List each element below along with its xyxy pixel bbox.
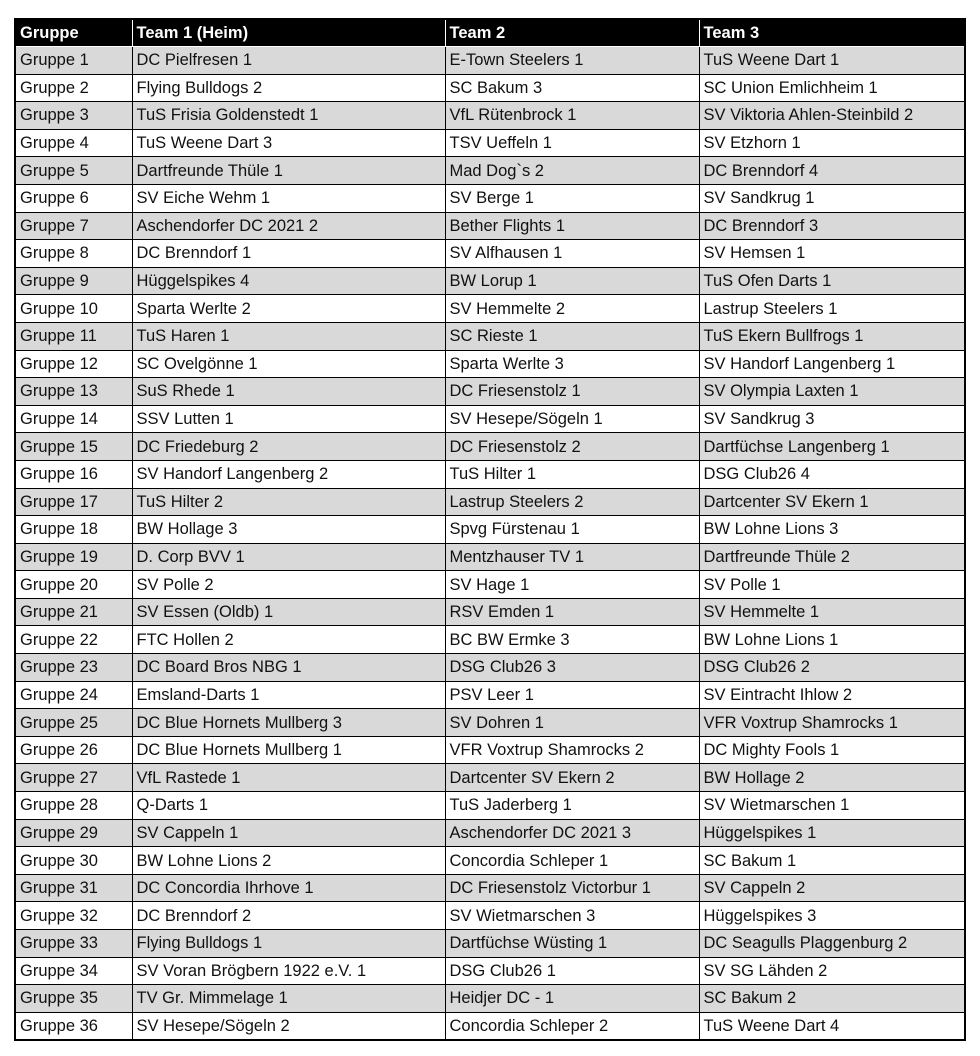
table-row xyxy=(15,74,965,102)
team-3-cell: VFR Voxtrup Shamrocks 1 xyxy=(699,709,965,737)
group-table-container xyxy=(14,18,964,1041)
team-3-cell: Dartfüchse Langenberg 1 xyxy=(699,433,965,461)
group-cell: Gruppe 31 xyxy=(15,874,132,902)
table-row xyxy=(15,957,965,985)
table-row xyxy=(15,129,965,157)
table-row xyxy=(15,1012,965,1040)
team-1-heim-cell: SC Ovelgönne 1 xyxy=(132,350,445,378)
group-cell: Gruppe 13 xyxy=(15,378,132,406)
team-1-heim-cell: SV Polle 2 xyxy=(132,571,445,599)
table-body xyxy=(15,47,965,1041)
team-3-cell: BW Hollage 2 xyxy=(699,764,965,792)
team-1-heim-cell: DC Brenndorf 2 xyxy=(132,902,445,930)
group-cell: Gruppe 34 xyxy=(15,957,132,985)
team-1-heim-cell: SV Voran Brögbern 1922 e.V. 1 xyxy=(132,957,445,985)
group-cell: Gruppe 30 xyxy=(15,847,132,875)
table-row xyxy=(15,792,965,820)
team-1-heim-cell: Sparta Werlte 2 xyxy=(132,295,445,323)
team-3-cell: Lastrup Steelers 1 xyxy=(699,295,965,323)
group-cell: Gruppe 8 xyxy=(15,240,132,268)
team-3-cell: SV Olympia Laxten 1 xyxy=(699,378,965,406)
team-2-cell: DC Friesenstolz 1 xyxy=(445,378,699,406)
group-cell: Gruppe 24 xyxy=(15,681,132,709)
table-row xyxy=(15,240,965,268)
table-row xyxy=(15,267,965,295)
team-2-cell: Heidjer DC - 1 xyxy=(445,985,699,1013)
team-1-heim-cell: BW Lohne Lions 2 xyxy=(132,847,445,875)
table-row xyxy=(15,350,965,378)
team-3-cell: SV Hemsen 1 xyxy=(699,240,965,268)
team-3-cell: SV SG Lähden 2 xyxy=(699,957,965,985)
table-row xyxy=(15,874,965,902)
table-row xyxy=(15,709,965,737)
group-cell: Gruppe 12 xyxy=(15,350,132,378)
group-cell: Gruppe 16 xyxy=(15,460,132,488)
team-1-heim-cell: Flying Bulldogs 2 xyxy=(132,74,445,102)
team-1-heim-cell: VfL Rastede 1 xyxy=(132,764,445,792)
team-3-cell: SC Bakum 1 xyxy=(699,847,965,875)
team-3-cell: SV Viktoria Ahlen-Steinbild 2 xyxy=(699,102,965,130)
table-row xyxy=(15,47,965,75)
team-3-cell: DC Brenndorf 4 xyxy=(699,157,965,185)
group-cell: Gruppe 20 xyxy=(15,571,132,599)
group-cell: Gruppe 1 xyxy=(15,47,132,75)
team-2-cell: SV Hage 1 xyxy=(445,571,699,599)
table-row xyxy=(15,433,965,461)
team-1-heim-cell: Hüggelspikes 4 xyxy=(132,267,445,295)
group-cell: Gruppe 35 xyxy=(15,985,132,1013)
team-1-heim-cell: SV Hesepe/Sögeln 2 xyxy=(132,1012,445,1040)
team-2-cell: TuS Jaderberg 1 xyxy=(445,792,699,820)
group-cell: Gruppe 17 xyxy=(15,488,132,516)
team-3-cell: Dartcenter SV Ekern 1 xyxy=(699,488,965,516)
table-row xyxy=(15,902,965,930)
team-1-heim-cell: TuS Frisia Goldenstedt 1 xyxy=(132,102,445,130)
team-1-heim-cell: DC Pielfresen 1 xyxy=(132,47,445,75)
group-cell: Gruppe 23 xyxy=(15,654,132,682)
table-row xyxy=(15,322,965,350)
team-2-cell: DC Friesenstolz 2 xyxy=(445,433,699,461)
team-2-cell: SV Hemmelte 2 xyxy=(445,295,699,323)
team-2-cell: BC BW Ermke 3 xyxy=(445,626,699,654)
team-1-heim-cell: SV Cappeln 1 xyxy=(132,819,445,847)
group-cell: Gruppe 2 xyxy=(15,74,132,102)
team-1-heim-cell: TV Gr. Mimmelage 1 xyxy=(132,985,445,1013)
team-1-heim-cell: Dartfreunde Thüle 1 xyxy=(132,157,445,185)
group-cell: Gruppe 7 xyxy=(15,212,132,240)
table-row xyxy=(15,157,965,185)
team-3-cell: SC Bakum 2 xyxy=(699,985,965,1013)
group-cell: Gruppe 5 xyxy=(15,157,132,185)
table-row xyxy=(15,681,965,709)
table-row xyxy=(15,405,965,433)
team-2-cell: Bether Flights 1 xyxy=(445,212,699,240)
group-cell: Gruppe 15 xyxy=(15,433,132,461)
column-header-team-3: Team 3 xyxy=(699,19,965,47)
table-row xyxy=(15,460,965,488)
table-row xyxy=(15,295,965,323)
table-row xyxy=(15,736,965,764)
group-cell: Gruppe 18 xyxy=(15,516,132,544)
team-2-cell: Mentzhauser TV 1 xyxy=(445,543,699,571)
table-row xyxy=(15,212,965,240)
team-3-cell: TuS Ofen Darts 1 xyxy=(699,267,965,295)
team-2-cell: Sparta Werlte 3 xyxy=(445,350,699,378)
table-row xyxy=(15,488,965,516)
team-3-cell: SV Polle 1 xyxy=(699,571,965,599)
team-3-cell: Hüggelspikes 3 xyxy=(699,902,965,930)
table-row xyxy=(15,654,965,682)
table-row xyxy=(15,571,965,599)
group-cell: Gruppe 29 xyxy=(15,819,132,847)
team-1-heim-cell: DC Concordia Ihrhove 1 xyxy=(132,874,445,902)
team-2-cell: Dartcenter SV Ekern 2 xyxy=(445,764,699,792)
team-2-cell: SV Berge 1 xyxy=(445,184,699,212)
table-row xyxy=(15,764,965,792)
group-cell: Gruppe 27 xyxy=(15,764,132,792)
team-1-heim-cell: FTC Hollen 2 xyxy=(132,626,445,654)
group-cell: Gruppe 33 xyxy=(15,930,132,958)
team-1-heim-cell: SV Essen (Oldb) 1 xyxy=(132,598,445,626)
team-2-cell: Concordia Schleper 1 xyxy=(445,847,699,875)
team-1-heim-cell: DC Board Bros NBG 1 xyxy=(132,654,445,682)
team-3-cell: SV Cappeln 2 xyxy=(699,874,965,902)
team-3-cell: DSG Club26 2 xyxy=(699,654,965,682)
team-2-cell: PSV Leer 1 xyxy=(445,681,699,709)
table-row xyxy=(15,543,965,571)
group-cell: Gruppe 26 xyxy=(15,736,132,764)
table-row xyxy=(15,516,965,544)
team-1-heim-cell: Aschendorfer DC 2021 2 xyxy=(132,212,445,240)
team-2-cell: Dartfüchse Wüsting 1 xyxy=(445,930,699,958)
group-cell: Gruppe 14 xyxy=(15,405,132,433)
table-row xyxy=(15,184,965,212)
column-header-team-2: Team 2 xyxy=(445,19,699,47)
team-1-heim-cell: D. Corp BVV 1 xyxy=(132,543,445,571)
team-1-heim-cell: SuS Rhede 1 xyxy=(132,378,445,406)
team-2-cell: SC Rieste 1 xyxy=(445,322,699,350)
header-row xyxy=(15,19,965,47)
team-1-heim-cell: TuS Weene Dart 3 xyxy=(132,129,445,157)
group-cell: Gruppe 32 xyxy=(15,902,132,930)
team-1-heim-cell: DC Blue Hornets Mullberg 1 xyxy=(132,736,445,764)
table-row xyxy=(15,598,965,626)
team-2-cell: SV Dohren 1 xyxy=(445,709,699,737)
group-cell: Gruppe 36 xyxy=(15,1012,132,1040)
team-2-cell: Concordia Schleper 2 xyxy=(445,1012,699,1040)
team-1-heim-cell: DC Brenndorf 1 xyxy=(132,240,445,268)
team-3-cell: SV Handorf Langenberg 1 xyxy=(699,350,965,378)
group-assignment-table xyxy=(14,18,966,1041)
group-cell: Gruppe 10 xyxy=(15,295,132,323)
table-row xyxy=(15,930,965,958)
team-2-cell: Spvg Fürstenau 1 xyxy=(445,516,699,544)
team-1-heim-cell: BW Hollage 3 xyxy=(132,516,445,544)
column-header-team-1-heim: Team 1 (Heim) xyxy=(132,19,445,47)
team-2-cell: SV Hesepe/Sögeln 1 xyxy=(445,405,699,433)
team-1-heim-cell: Flying Bulldogs 1 xyxy=(132,930,445,958)
team-3-cell: DSG Club26 4 xyxy=(699,460,965,488)
group-cell: Gruppe 6 xyxy=(15,184,132,212)
team-3-cell: SV Sandkrug 3 xyxy=(699,405,965,433)
team-2-cell: DC Friesenstolz Victorbur 1 xyxy=(445,874,699,902)
team-3-cell: BW Lohne Lions 3 xyxy=(699,516,965,544)
team-3-cell: TuS Weene Dart 1 xyxy=(699,47,965,75)
group-cell: Gruppe 3 xyxy=(15,102,132,130)
team-3-cell: SV Sandkrug 1 xyxy=(699,184,965,212)
group-cell: Gruppe 28 xyxy=(15,792,132,820)
team-3-cell: TuS Weene Dart 4 xyxy=(699,1012,965,1040)
team-3-cell: SC Union Emlichheim 1 xyxy=(699,74,965,102)
team-2-cell: DSG Club26 1 xyxy=(445,957,699,985)
table-row xyxy=(15,626,965,654)
group-cell: Gruppe 25 xyxy=(15,709,132,737)
team-2-cell: TSV Ueffeln 1 xyxy=(445,129,699,157)
table-row xyxy=(15,847,965,875)
team-2-cell: RSV Emden 1 xyxy=(445,598,699,626)
team-1-heim-cell: TuS Haren 1 xyxy=(132,322,445,350)
team-2-cell: VfL Rütenbrock 1 xyxy=(445,102,699,130)
group-cell: Gruppe 9 xyxy=(15,267,132,295)
team-3-cell: BW Lohne Lions 1 xyxy=(699,626,965,654)
team-2-cell: Mad Dog`s 2 xyxy=(445,157,699,185)
team-2-cell: SC Bakum 3 xyxy=(445,74,699,102)
team-1-heim-cell: Emsland-Darts 1 xyxy=(132,681,445,709)
team-3-cell: SV Etzhorn 1 xyxy=(699,129,965,157)
team-3-cell: DC Mighty Fools 1 xyxy=(699,736,965,764)
table-row xyxy=(15,102,965,130)
team-2-cell: Aschendorfer DC 2021 3 xyxy=(445,819,699,847)
team-2-cell: SV Alfhausen 1 xyxy=(445,240,699,268)
team-2-cell: BW Lorup 1 xyxy=(445,267,699,295)
team-2-cell: SV Wietmarschen 3 xyxy=(445,902,699,930)
group-cell: Gruppe 22 xyxy=(15,626,132,654)
group-cell: Gruppe 11 xyxy=(15,322,132,350)
team-2-cell: E-Town Steelers 1 xyxy=(445,47,699,75)
team-3-cell: SV Wietmarschen 1 xyxy=(699,792,965,820)
team-1-heim-cell: TuS Hilter 2 xyxy=(132,488,445,516)
team-1-heim-cell: Q-Darts 1 xyxy=(132,792,445,820)
team-1-heim-cell: SV Eiche Wehm 1 xyxy=(132,184,445,212)
team-3-cell: DC Brenndorf 3 xyxy=(699,212,965,240)
team-3-cell: Dartfreunde Thüle 2 xyxy=(699,543,965,571)
team-2-cell: Lastrup Steelers 2 xyxy=(445,488,699,516)
group-cell: Gruppe 21 xyxy=(15,598,132,626)
team-2-cell: DSG Club26 3 xyxy=(445,654,699,682)
column-header-gruppe: Gruppe xyxy=(15,19,132,47)
team-1-heim-cell: DC Blue Hornets Mullberg 3 xyxy=(132,709,445,737)
team-1-heim-cell: SV Handorf Langenberg 2 xyxy=(132,460,445,488)
team-3-cell: SV Hemmelte 1 xyxy=(699,598,965,626)
team-3-cell: TuS Ekern Bullfrogs 1 xyxy=(699,322,965,350)
table-row xyxy=(15,985,965,1013)
table-header xyxy=(15,19,965,47)
group-cell: Gruppe 4 xyxy=(15,129,132,157)
team-3-cell: Hüggelspikes 1 xyxy=(699,819,965,847)
team-2-cell: VFR Voxtrup Shamrocks 2 xyxy=(445,736,699,764)
team-3-cell: SV Eintracht Ihlow 2 xyxy=(699,681,965,709)
team-1-heim-cell: SSV Lutten 1 xyxy=(132,405,445,433)
table-row xyxy=(15,819,965,847)
table-row xyxy=(15,378,965,406)
group-cell: Gruppe 19 xyxy=(15,543,132,571)
team-2-cell: TuS Hilter 1 xyxy=(445,460,699,488)
team-1-heim-cell: DC Friedeburg 2 xyxy=(132,433,445,461)
team-3-cell: DC Seagulls Plaggenburg 2 xyxy=(699,930,965,958)
